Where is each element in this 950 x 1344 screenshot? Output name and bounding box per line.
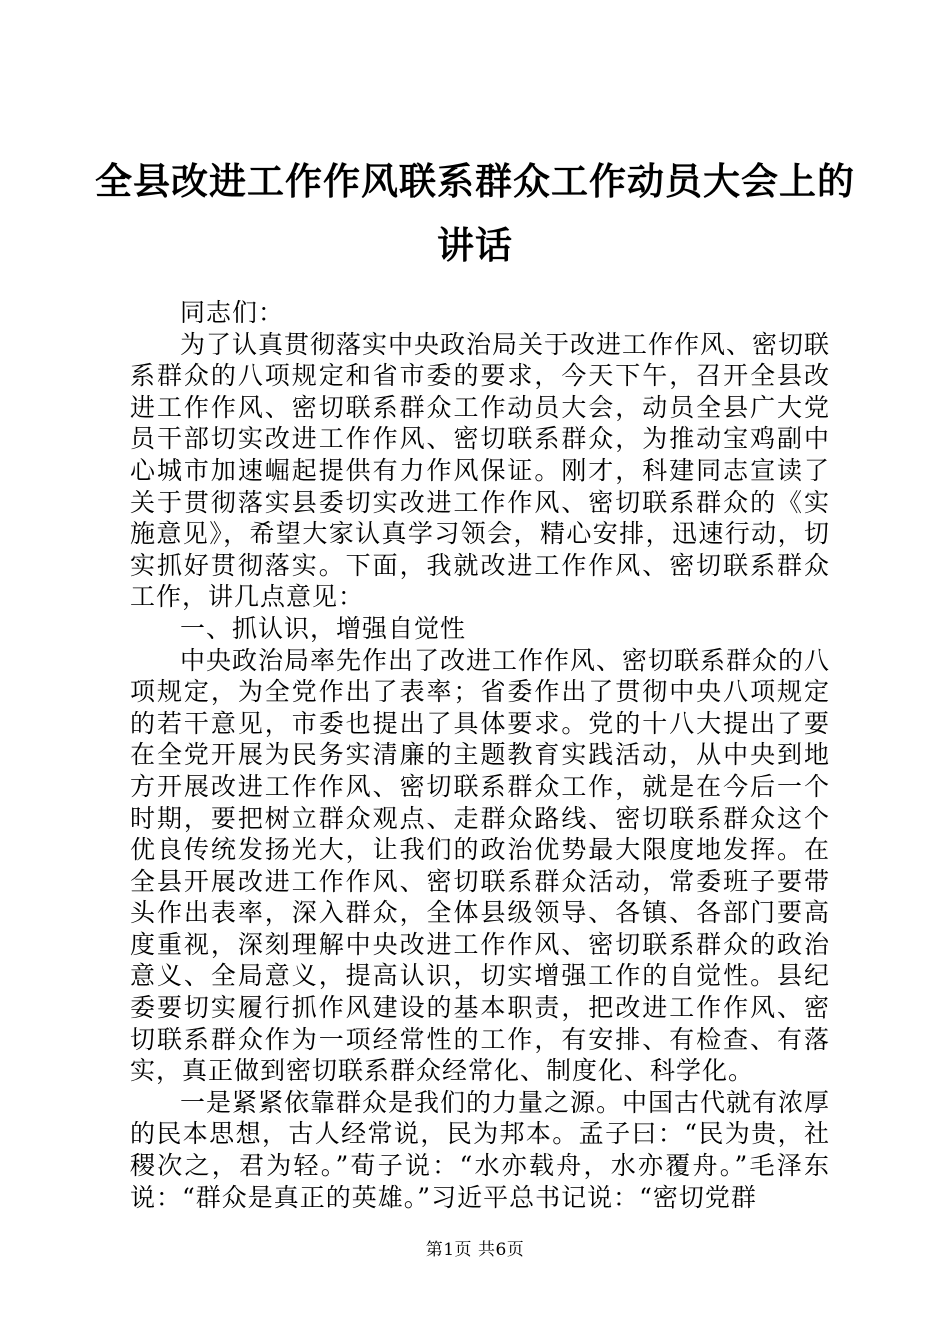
page-footer: 第1页 共6页: [425, 1240, 525, 1260]
paragraph-section-1: 中央政治局率先作出了改进工作作风、密切联系群众的八项规定，为全党作出了表率；省委作出了贯彻中央八项规定的若干意见，市委也提出了具体要求。党的十八大提出了要在全党开展为民务实清廉的主题教育实践活动，从中央到地方开展改进工作作风、密切联系群众工作，就是在今后一个时期，要把树立群众观点、走群众路线、密切联系群众这个优良传统发扬光大，让我们的政治优势最大限度地发挥。在全县开展改进工作作风、密切联系群众活动，常委班子要带头作出表率，深入群众，全体县级领导、各镇、各部门要高度重视，深刻理解中央改进工作作风、密切联系群众的政治意义、全局意义，提高认识，切实增强工作的自觉性。县纪委要切实履行抓作风建设的基本职责，把改进工作作风、密切联系群众作为一项经常性的工作，有安排、有检查、有落实，真正做到密切联系群众经常化、制度化、科学化。: [130, 645, 831, 1086]
paragraph-intro: 为了认真贯彻落实中央政治局关于改进工作作风、密切联系群众的八项规定和省市委的要求，今天下午，召开全县改进工作作风、密切联系群众工作动员大会，动员全县广大党员干部切实改进工作作风、密切联系群众，为推动宝鸡副中心城市加速崛起提供有力作风保证。刚才，科建同志宣读了关于贯彻落实县委切实改进工作作风、密切联系群众的《实施意见》，希望大家认真学习领会，精心安排，迅速行动，切实抓好贯彻落实。下面，我就改进工作作风、密切联系群众工作，讲几点意见：: [130, 329, 831, 612]
document-body: [130, 297, 830, 1213]
section-heading-1: 一、抓认识，增强自觉性: [180, 613, 467, 643]
document-title: 全县改进工作作风联系群众工作动员大会上的讲话: [95, 160, 855, 267]
greeting: 同志们：: [180, 298, 285, 327]
paragraph-point-1: 一是紧紧依靠群众是我们的力量之源。中国古代就有浓厚的民本思想，古人经常说，民为邦本。孟子曰：“民为贵，社稷次之，君为轻。”荀子说：“水亦载舟，水亦覆舟。”毛泽东说：“群众是真正的英雄。”习近平总书记说：“密切党群: [130, 1087, 831, 1212]
